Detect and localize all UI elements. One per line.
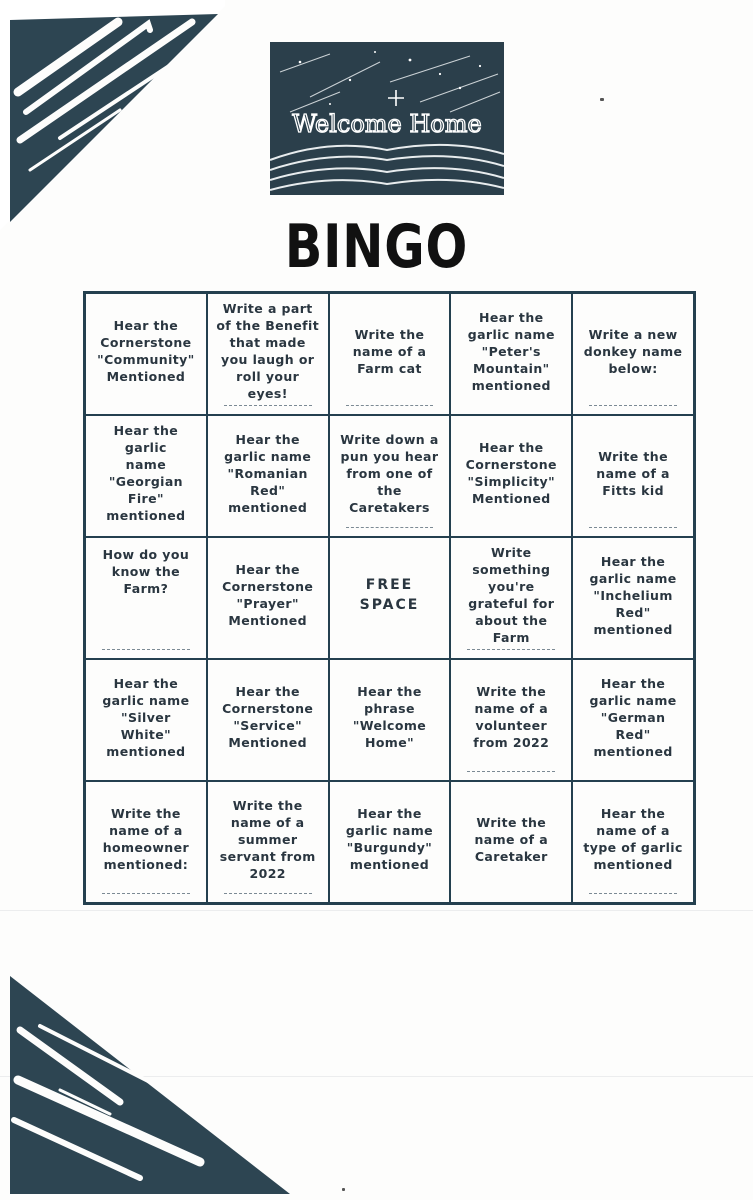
bingo-cell[interactable]	[450, 537, 572, 659]
bingo-cell[interactable]	[450, 415, 572, 537]
bingo-board	[83, 291, 696, 905]
write-in-line[interactable]	[102, 649, 190, 650]
bingo-cell[interactable]	[329, 293, 451, 415]
bingo-cell-text: Hear the Cornerstone "Prayer" Mentioned	[222, 562, 314, 628]
bingo-cell[interactable]	[329, 781, 451, 903]
page-title: BINGO	[284, 212, 469, 282]
welcome-home-logo	[270, 42, 504, 195]
bingo-cell-text: Hear the Cornerstone "Community" Mentioned	[97, 318, 195, 384]
write-in-line[interactable]	[589, 405, 677, 406]
bingo-cell-text: Write a part of the Benefit that made you laugh or roll your eyes!	[216, 301, 320, 401]
free-space-cell[interactable]	[329, 537, 451, 659]
bingo-cell-text: Hear the Cornerstone "Service" Mentioned	[222, 684, 314, 750]
bingo-cell-text: Hear the garlic name "Silver White" mentioned	[102, 675, 190, 759]
bingo-cell-text: Write the name of a Farm cat	[352, 326, 427, 376]
bingo-cell-text: Write a new donkey name below:	[583, 326, 683, 376]
bingo-cell[interactable]	[85, 415, 207, 537]
bingo-cell[interactable]	[85, 781, 207, 903]
bingo-cell-text: Write down a pun you hear from one of the Caretakers	[340, 431, 439, 515]
bingo-cell[interactable]	[329, 659, 451, 781]
logo-text: Welcome Home	[292, 110, 482, 138]
bingo-cell-text: How do you know the Farm?	[102, 547, 190, 596]
write-in-line[interactable]	[102, 893, 190, 894]
bingo-cell-text: Write the name of a volunteer from 2022	[473, 684, 550, 750]
write-in-line[interactable]	[589, 527, 677, 528]
write-in-line[interactable]	[224, 893, 312, 894]
bingo-cell[interactable]	[572, 415, 694, 537]
bingo-cell-text: Hear the Cornerstone "Simplicity" Mentioned	[465, 440, 557, 506]
bingo-cell-text: Hear the garlic name "Inchelium Red" mentioned	[589, 553, 677, 637]
corner-stripes-decoration	[0, 0, 225, 230]
write-in-line[interactable]	[224, 405, 312, 406]
bingo-cell[interactable]	[450, 781, 572, 903]
corner-stripes-decoration	[0, 970, 300, 1200]
write-in-line[interactable]	[346, 405, 434, 406]
bingo-cell-text: Hear the garlic name "German Red" mentioned	[589, 675, 677, 759]
bingo-cell[interactable]	[85, 537, 207, 659]
bingo-cell[interactable]	[207, 537, 329, 659]
bingo-cell[interactable]	[572, 293, 694, 415]
write-in-line[interactable]	[589, 893, 677, 894]
bingo-cell-text: Write the name of a Caretaker	[474, 814, 549, 864]
bingo-cell[interactable]	[572, 659, 694, 781]
bingo-cell[interactable]	[207, 415, 329, 537]
bingo-cell-text: Write the name of a homeowner mentioned:	[102, 806, 190, 872]
bingo-cell-text: Hear the phrase "Welcome Home"	[352, 684, 427, 750]
bingo-cell-text: Write the name of a summer servant from 2022	[219, 797, 316, 881]
bingo-cell[interactable]	[329, 415, 451, 537]
bingo-cell-text: Hear the name of a type of garlic mentioned	[583, 806, 683, 872]
bingo-cell-text: Hear the garlic name "Burgundy" mentioned	[345, 806, 434, 872]
bingo-cell-text: Hear the garlic name "Romanian Red" mentioned	[224, 431, 312, 515]
bingo-cell-text: Hear the garlic name "Georgian Fire" mentioned	[106, 423, 186, 523]
bingo-cell[interactable]	[572, 537, 694, 659]
write-in-line[interactable]	[346, 527, 434, 528]
bingo-cell[interactable]	[207, 659, 329, 781]
bingo-cell-text: Write the name of a Fitts kid	[596, 448, 670, 498]
bingo-cell[interactable]	[450, 293, 572, 415]
bingo-cell-text: Write something you're grateful for about the Farm	[468, 545, 555, 645]
bingo-cell[interactable]	[207, 293, 329, 415]
paper-fold-line	[0, 910, 753, 911]
write-in-line[interactable]	[467, 649, 555, 650]
bingo-cell-text: Hear the garlic name "Peter's Mountain" mentioned	[467, 309, 555, 393]
paper-speck	[342, 1188, 345, 1191]
paper-speck	[600, 98, 604, 101]
bingo-cell-text: FREE SPACE	[359, 577, 420, 613]
write-in-line[interactable]	[467, 771, 555, 772]
bingo-cell[interactable]	[85, 659, 207, 781]
bingo-cell[interactable]	[450, 659, 572, 781]
bingo-cell[interactable]	[85, 293, 207, 415]
bingo-cell[interactable]	[207, 781, 329, 903]
bingo-cell[interactable]	[572, 781, 694, 903]
